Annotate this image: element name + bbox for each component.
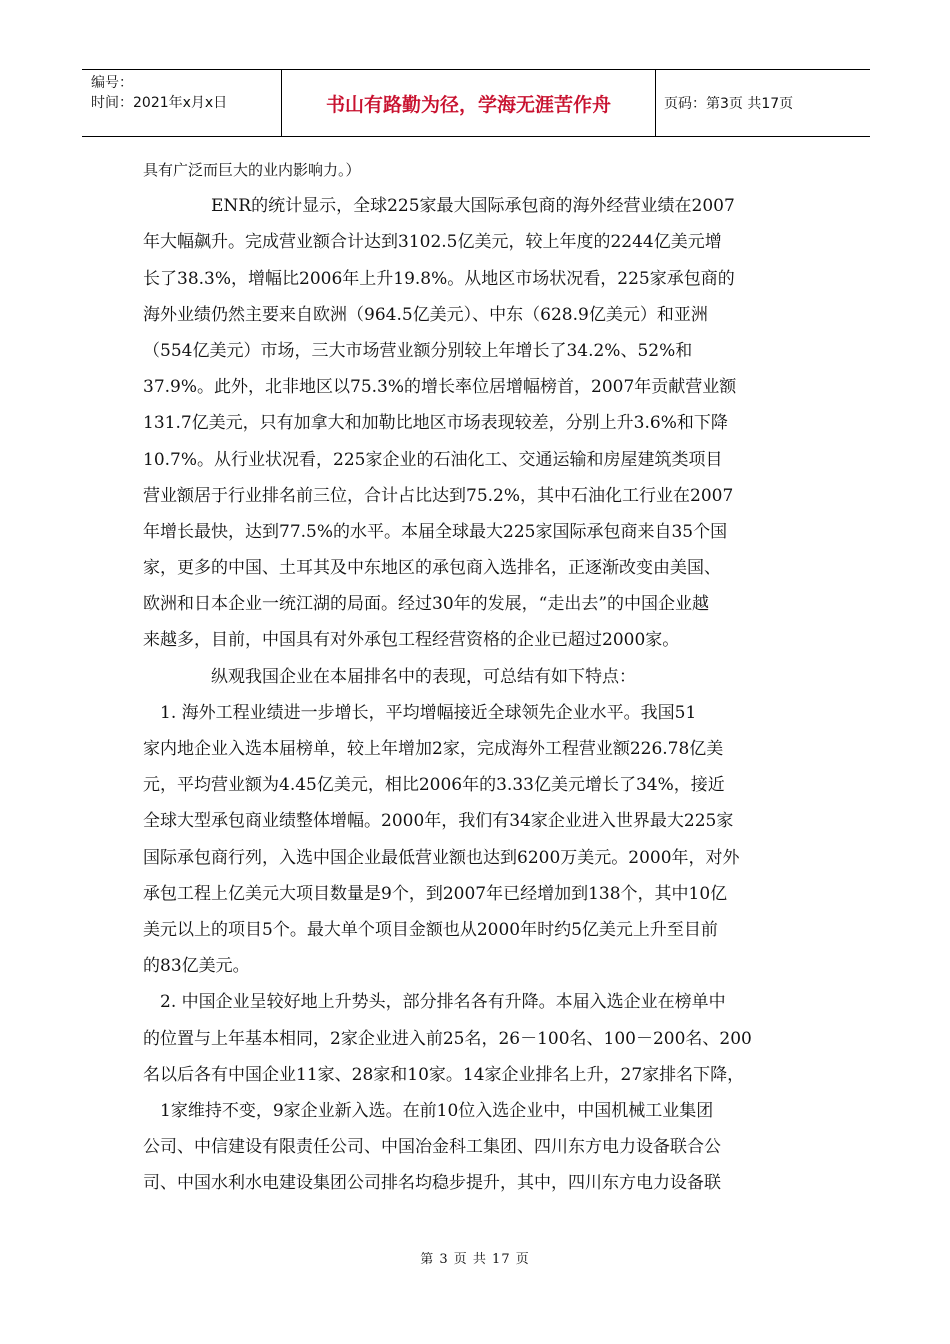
text-line: 的位置与上年基本相同，2家企业进入前25名，26－100名、100－200名、200 <box>143 1028 752 1049</box>
number-label: 编号： <box>91 75 133 91</box>
text-line: 年大幅飙升。完成营业额合计达到3102.5亿美元，较上年度的2244亿美元增 <box>143 232 722 253</box>
text-line: 美元以上的项目5个。最大单个项目金额也从2000年时约5亿美元上升至目前 <box>143 919 718 940</box>
text-line: 海外业绩仍然主要来自欧洲（964.5亿美元）、中东（628.9亿美元）和亚洲 <box>143 304 708 325</box>
page-footer: 第 3 页 共 17 页 <box>420 1252 530 1267</box>
text-line: 国际承包商行列，入选中国企业最低营业额也达到6200万美元。2000年，对外 <box>143 847 740 868</box>
document-body <box>143 152 813 1201</box>
text-line: 纵观我国企业在本届排名中的表现，可总结有如下特点： <box>143 666 636 687</box>
text-line: 家内地企业入选本届榜单，较上年增加2家，完成海外工程营业额226.78亿美 <box>143 739 724 759</box>
text-line: 2. 中国企业呈较好地上升势头，部分排名各有升降。本届入选企业在榜单中 <box>143 992 726 1013</box>
text-line: 名以后各有中国企业11家、28家和10家。14家企业排名上升，27家排名下降， <box>143 1064 745 1085</box>
text-line: 家，更多的中国、土耳其及中东地区的承包商入选排名，正逐渐改变由美国、 <box>143 558 721 579</box>
text-line: （554亿美元）市场，三大市场营业额分别较上年增长了34.2%、52%和 <box>143 340 693 361</box>
text-line: 来越多，目前，中国具有对外承包工程经营资格的企业已超过2000家。 <box>143 630 680 651</box>
header-meta <box>82 70 282 136</box>
text-line: 承包工程上亿美元大项目数量是9个，到2007年已经增加到138个，其中10亿 <box>143 883 728 904</box>
page-header <box>82 69 870 137</box>
text-line: 10.7%。从行业状况看，225家企业的石油化工、交通运输和房屋建筑类项目 <box>143 449 723 470</box>
text-line: 1家维持不变，9家企业新入选。在前10位入选企业中，中国机械工业集团 <box>143 1100 714 1121</box>
time-label: 时间：2021年x月x日 <box>91 95 228 111</box>
text-line: 长了38.3%，增幅比2006年上升19.8%。从地区市场状况看，225家承包商的 <box>143 268 735 289</box>
text-line: 公司、中信建设有限责任公司、中国冶金科工集团、四川东方电力设备联合公 <box>143 1137 721 1158</box>
text-line: 1. 海外工程业绩进一步增长，平均增幅接近全球领先企业水平。我国51 <box>143 702 697 723</box>
text-line: 37.9%。此外，北非地区以75.3%的增长率位居增幅榜首，2007年贡献营业额 <box>143 377 737 398</box>
text-line: 营业额居于行业排名前三位，合计占比达到75.2%，其中石油化工行业在2007 <box>143 485 734 506</box>
text-line: 元，平均营业额为4.45亿美元，相比2006年的3.33亿美元增长了34%，接近 <box>143 775 725 796</box>
text-line: 131.7亿美元，只有加拿大和加勒比地区市场表现较差，分别上升3.6%和下降 <box>143 413 728 434</box>
text-line: 司、中国水利水电建设集团公司排名均稳步提升，其中，四川东方电力设备联 <box>143 1173 721 1194</box>
text-line: 欧洲和日本企业一统江湖的局面。经过30年的发展，“走出去”的中国企业越 <box>143 594 710 615</box>
text-line: 年增长最快，达到77.5%的水平。本届全球最大225家国际承包商来自35个国 <box>143 521 728 542</box>
text-line: 具有广泛而巨大的业内影响力。） <box>143 161 361 179</box>
header-motto: 书山有路勤为径，学海无涯苦作舟 <box>282 70 656 136</box>
text-line: 的83亿美元。 <box>143 956 250 977</box>
text-line: ENR的统计显示，全球225家最大国际承包商的海外经营业绩在2007 <box>143 196 735 217</box>
header-page-info: 页码：第3页 共17页 <box>664 96 794 112</box>
text-line: 全球大型承包商业绩整体增幅。2000年，我们有34家企业进入世界最大225家 <box>143 811 734 832</box>
